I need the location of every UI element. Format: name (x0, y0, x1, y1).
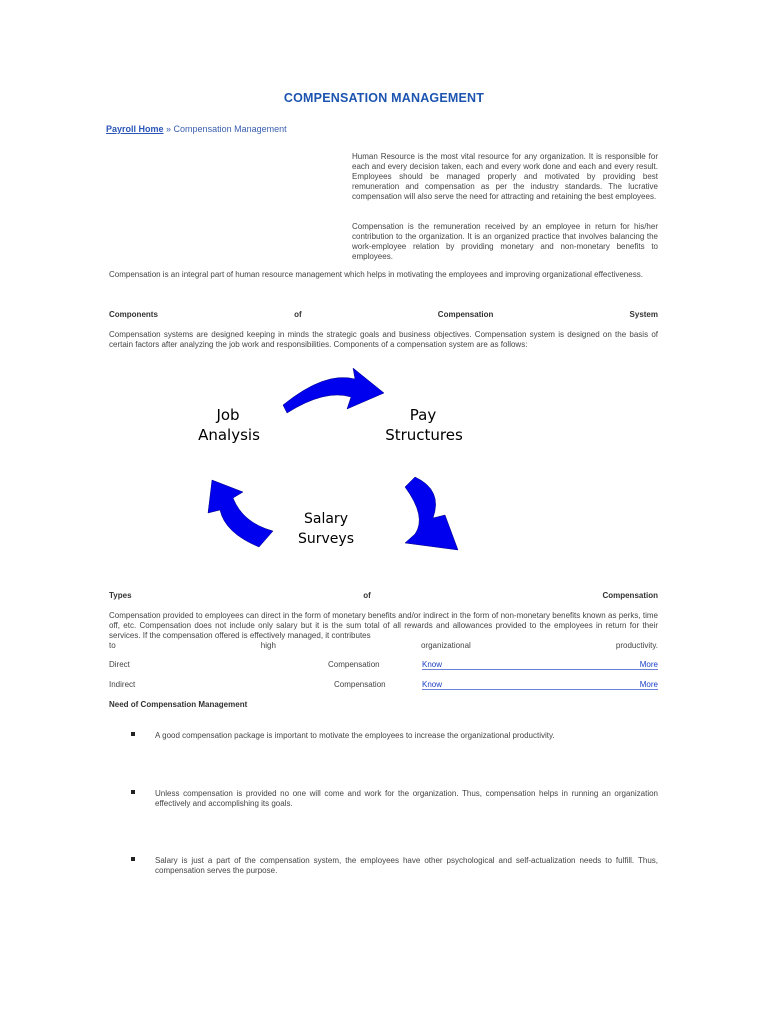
row-word: Compensation (334, 680, 386, 689)
bullet-icon (131, 732, 135, 736)
arrow-left-icon (208, 480, 273, 547)
breadcrumb-home-link[interactable]: Payroll Home (106, 124, 164, 134)
know-more-link-underline[interactable] (422, 689, 658, 690)
components-heading-word: Components (109, 310, 158, 319)
salary-surveys-label: Surveys (298, 531, 354, 547)
know-more-link-left[interactable]: Know (422, 660, 443, 669)
need-list-item: Salary is just a part of the compensation system, the employees have other psychological and self-actualization needs to fulfill. Thus, compensation serves the purpose. (155, 856, 658, 875)
components-heading-word: Compensation (437, 310, 494, 319)
body-paragraph: Compensation is an integral part of human resource management which helps in motivating the employees and improving organizational effectiveness. (109, 270, 643, 279)
salary-surveys-label: Salary (304, 511, 348, 527)
know-more-link-right[interactable]: More (639, 660, 658, 669)
components-heading-word: System (629, 310, 658, 319)
job-analysis-label: Job (216, 406, 240, 424)
direct-compensation-row (109, 660, 658, 671)
know-more-link-right[interactable]: More (639, 680, 658, 689)
bullet-icon (131, 790, 135, 794)
types-paragraph: Compensation provided to employees can direct in the form of monetary benefits and/or indirect in the form of non-monetary benefits known as perks, time off, etc. Compensation does not include only salary but it is the sum total of all rewards and allowances provided to the employees in return for their services. If the compensation offered is effectively managed, it contributes (109, 611, 658, 640)
job-analysis-label: Analysis (198, 426, 260, 444)
row-word: Compensation (328, 660, 380, 669)
pay-structures-label: Pay (409, 406, 437, 424)
know-more-link-left[interactable]: Know (422, 680, 443, 689)
types-last-line-word: high (260, 641, 276, 650)
types-last-line-word: productivity. (615, 641, 658, 650)
need-list-item: A good compensation package is important to motivate the employees to increase the organizational productivity. (155, 731, 555, 740)
indirect-compensation-row (109, 680, 658, 691)
breadcrumb-separator: » (163, 124, 174, 134)
intro-paragraph-2: Compensation is the remuneration received by an employee in return for his/her contribution to the organization. It is an organized practice that involves balancing the work-employee relation by providing monetary and non-monetary benefits to employees. (352, 222, 658, 261)
components-paragraph: Compensation systems are designed keeping in minds the strategic goals and business objectives. Compensation system is designed on the basis of certain factors after analyzing the job work and responsibilities. Components of a compensation system are as follows: (109, 330, 658, 349)
types-heading-word: Compensation (602, 591, 658, 600)
breadcrumb (106, 124, 287, 134)
page-title: COMPENSATION MANAGEMENT (283, 91, 485, 105)
intro-paragraph-1: Human Resource is the most vital resource for any organization. It is responsible for each and every decision taken, each and every work done and each and every result. Employees should be managed properly and motivated by providing best remuneration and compensation as per the industry standards. The lucrative compensation will also serve the need for attracting and retaining the best employees. (352, 152, 658, 201)
types-heading (109, 591, 658, 600)
arrow-top-icon (283, 368, 384, 413)
row-label: Direct (109, 660, 130, 669)
types-heading-word: of (363, 591, 371, 600)
compensation-cycle-diagram (175, 365, 475, 555)
breadcrumb-current: Compensation Management (173, 124, 287, 134)
types-last-line-word: to (109, 641, 116, 650)
row-label: Indirect (109, 680, 136, 689)
bullet-icon (131, 857, 135, 861)
pay-structures-label: Structures (385, 426, 463, 444)
components-heading-word: of (294, 310, 302, 319)
components-heading (109, 310, 658, 319)
arrow-right-icon (405, 477, 458, 550)
know-more-link-underline[interactable] (422, 669, 658, 670)
types-last-line-word: organizational (420, 641, 471, 650)
types-paragraph-last-line (109, 641, 658, 650)
types-heading-word: Types (109, 591, 132, 600)
need-list-item: Unless compensation is provided no one will come and work for the organization. Thus, compensation helps in running an organization effectively and accomplishing its goals. (155, 789, 658, 808)
need-heading: Need of Compensation Management (109, 700, 248, 709)
